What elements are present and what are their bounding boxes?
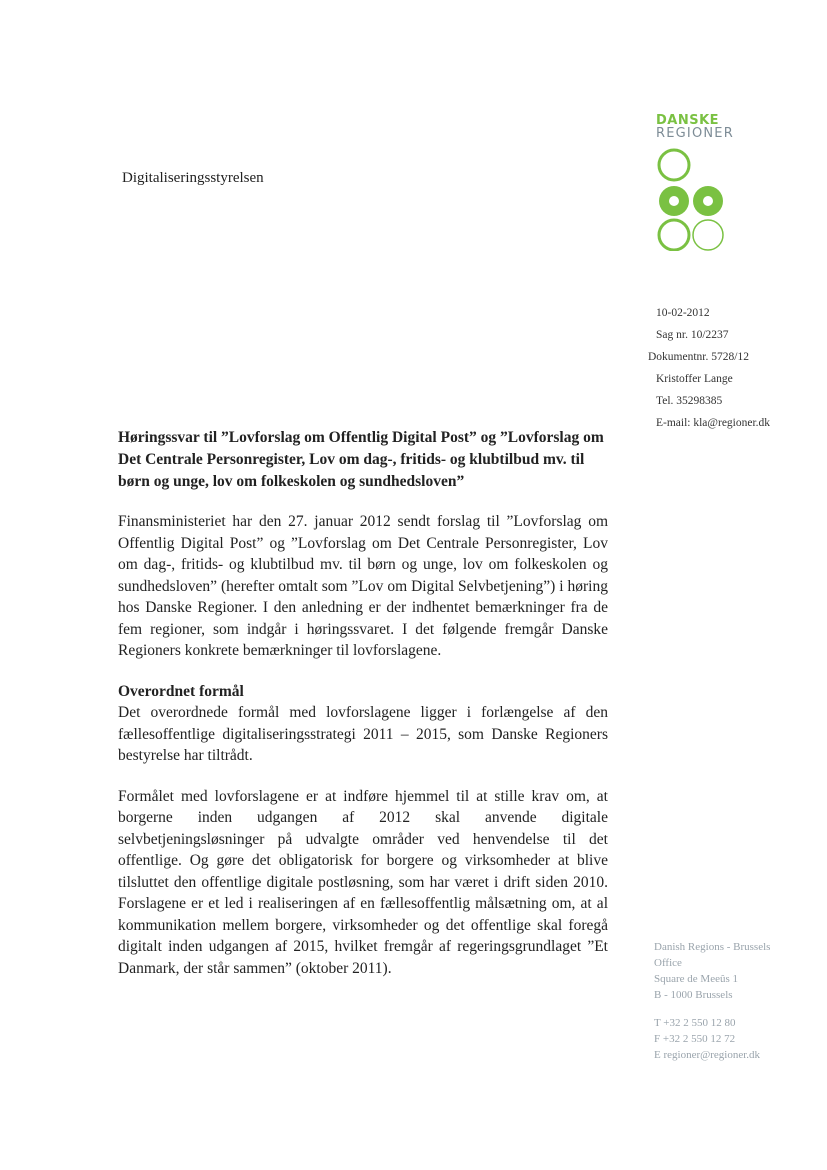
paragraph-purpose: Det overordnede formål med lovforslagene ligger i forlængelse af den fællesoffentlige digitaliseringsstrategi 2011 – 2015, som Danske Regioners bestyrelse har tiltrådt. (118, 704, 608, 764)
letter-body (118, 511, 608, 998)
office-line: B - 1000 Brussels (654, 989, 733, 1001)
logo-line-2: REGIONER (656, 126, 734, 141)
date: 10-02-2012 (656, 307, 710, 319)
office-phone: T +32 2 550 12 80 (654, 1017, 736, 1029)
logo-circles-icon (656, 146, 736, 251)
brussels-office-address (654, 939, 770, 1063)
contact-email: E-mail: kla@regioner.dk (656, 417, 771, 429)
paragraph-intro: Finansministeriet har den 27. januar 2012 sendt forslag til ”Lovforslag om Offentlig Digital Post” og ”Lovforslag om Det Centrale Personregister, Lov om dag-, fritids- og klubtilbud mv. til børn og unge, lov om folkeskolen og sundhedsloven” (herefter omtalt som ”Lov om Digital Selvbetjening”) i høring hos Danske Regioner. I den anledning er der indhentet bemærkninger fra de fem regioner, som indgår i høringssvaret. I det følgende fremgår Danske Regioners konkrete bemærkninger til lovforslagene. (118, 513, 608, 659)
contact-name: Kristoffer Lange (656, 373, 733, 385)
danske-regioner-logo (656, 114, 746, 251)
document-number: Dokumentnr. 5728/12 (648, 351, 749, 363)
reference-block (648, 302, 771, 434)
logo-line-1: DANSKE (656, 113, 720, 128)
paragraph-aim: Formålet med lovforslagene er at indføre hjemmel til at stille krav om, at borgerne inden udgangen af 2012 skal anvende digitale selvbetjeningsløsninger på udvalgte områder ved henvendelse til det offentlige. Og gøre det obligatorisk for borgere og virksomheder at blive tilsluttet den offentlige digitale postløsning, som har været i drift siden 2010. Forslagene er et led i realiseringen af en fællesoffentlig målsætning om, at al kommunikation mellem borgere, virksomheder og det offentlige skal foregå digitalt inden udgangen af 2015, hvilket fremgår af regeringsgrundlaget ”Et Danmark, der står sammen” (oktober 2011). (118, 787, 608, 977)
office-line: Danish Regions - Brussels (654, 941, 771, 953)
office-line: Square de Meeûs 1 (654, 973, 739, 985)
section-title: Overordnet formål (118, 682, 244, 700)
contact-phone: Tel. 35298385 (656, 395, 723, 407)
office-email: E regioner@regioner.dk (654, 1049, 761, 1061)
office-line: Office (654, 957, 682, 969)
case-number: Sag nr. 10/2237 (656, 329, 729, 341)
recipient: Digitaliseringsstyrelsen (122, 170, 264, 186)
office-fax: F +32 2 550 12 72 (654, 1033, 736, 1045)
letter-heading: Høringssvar til ”Lovforslag om Offentlig Digital Post” og ”Lovforslag om Det Centrale Personregister, Lov om dag-, fritids- og klubtilbud mv. til børn og unge, lov om folkeskolen og sundhedsloven” (118, 429, 604, 490)
